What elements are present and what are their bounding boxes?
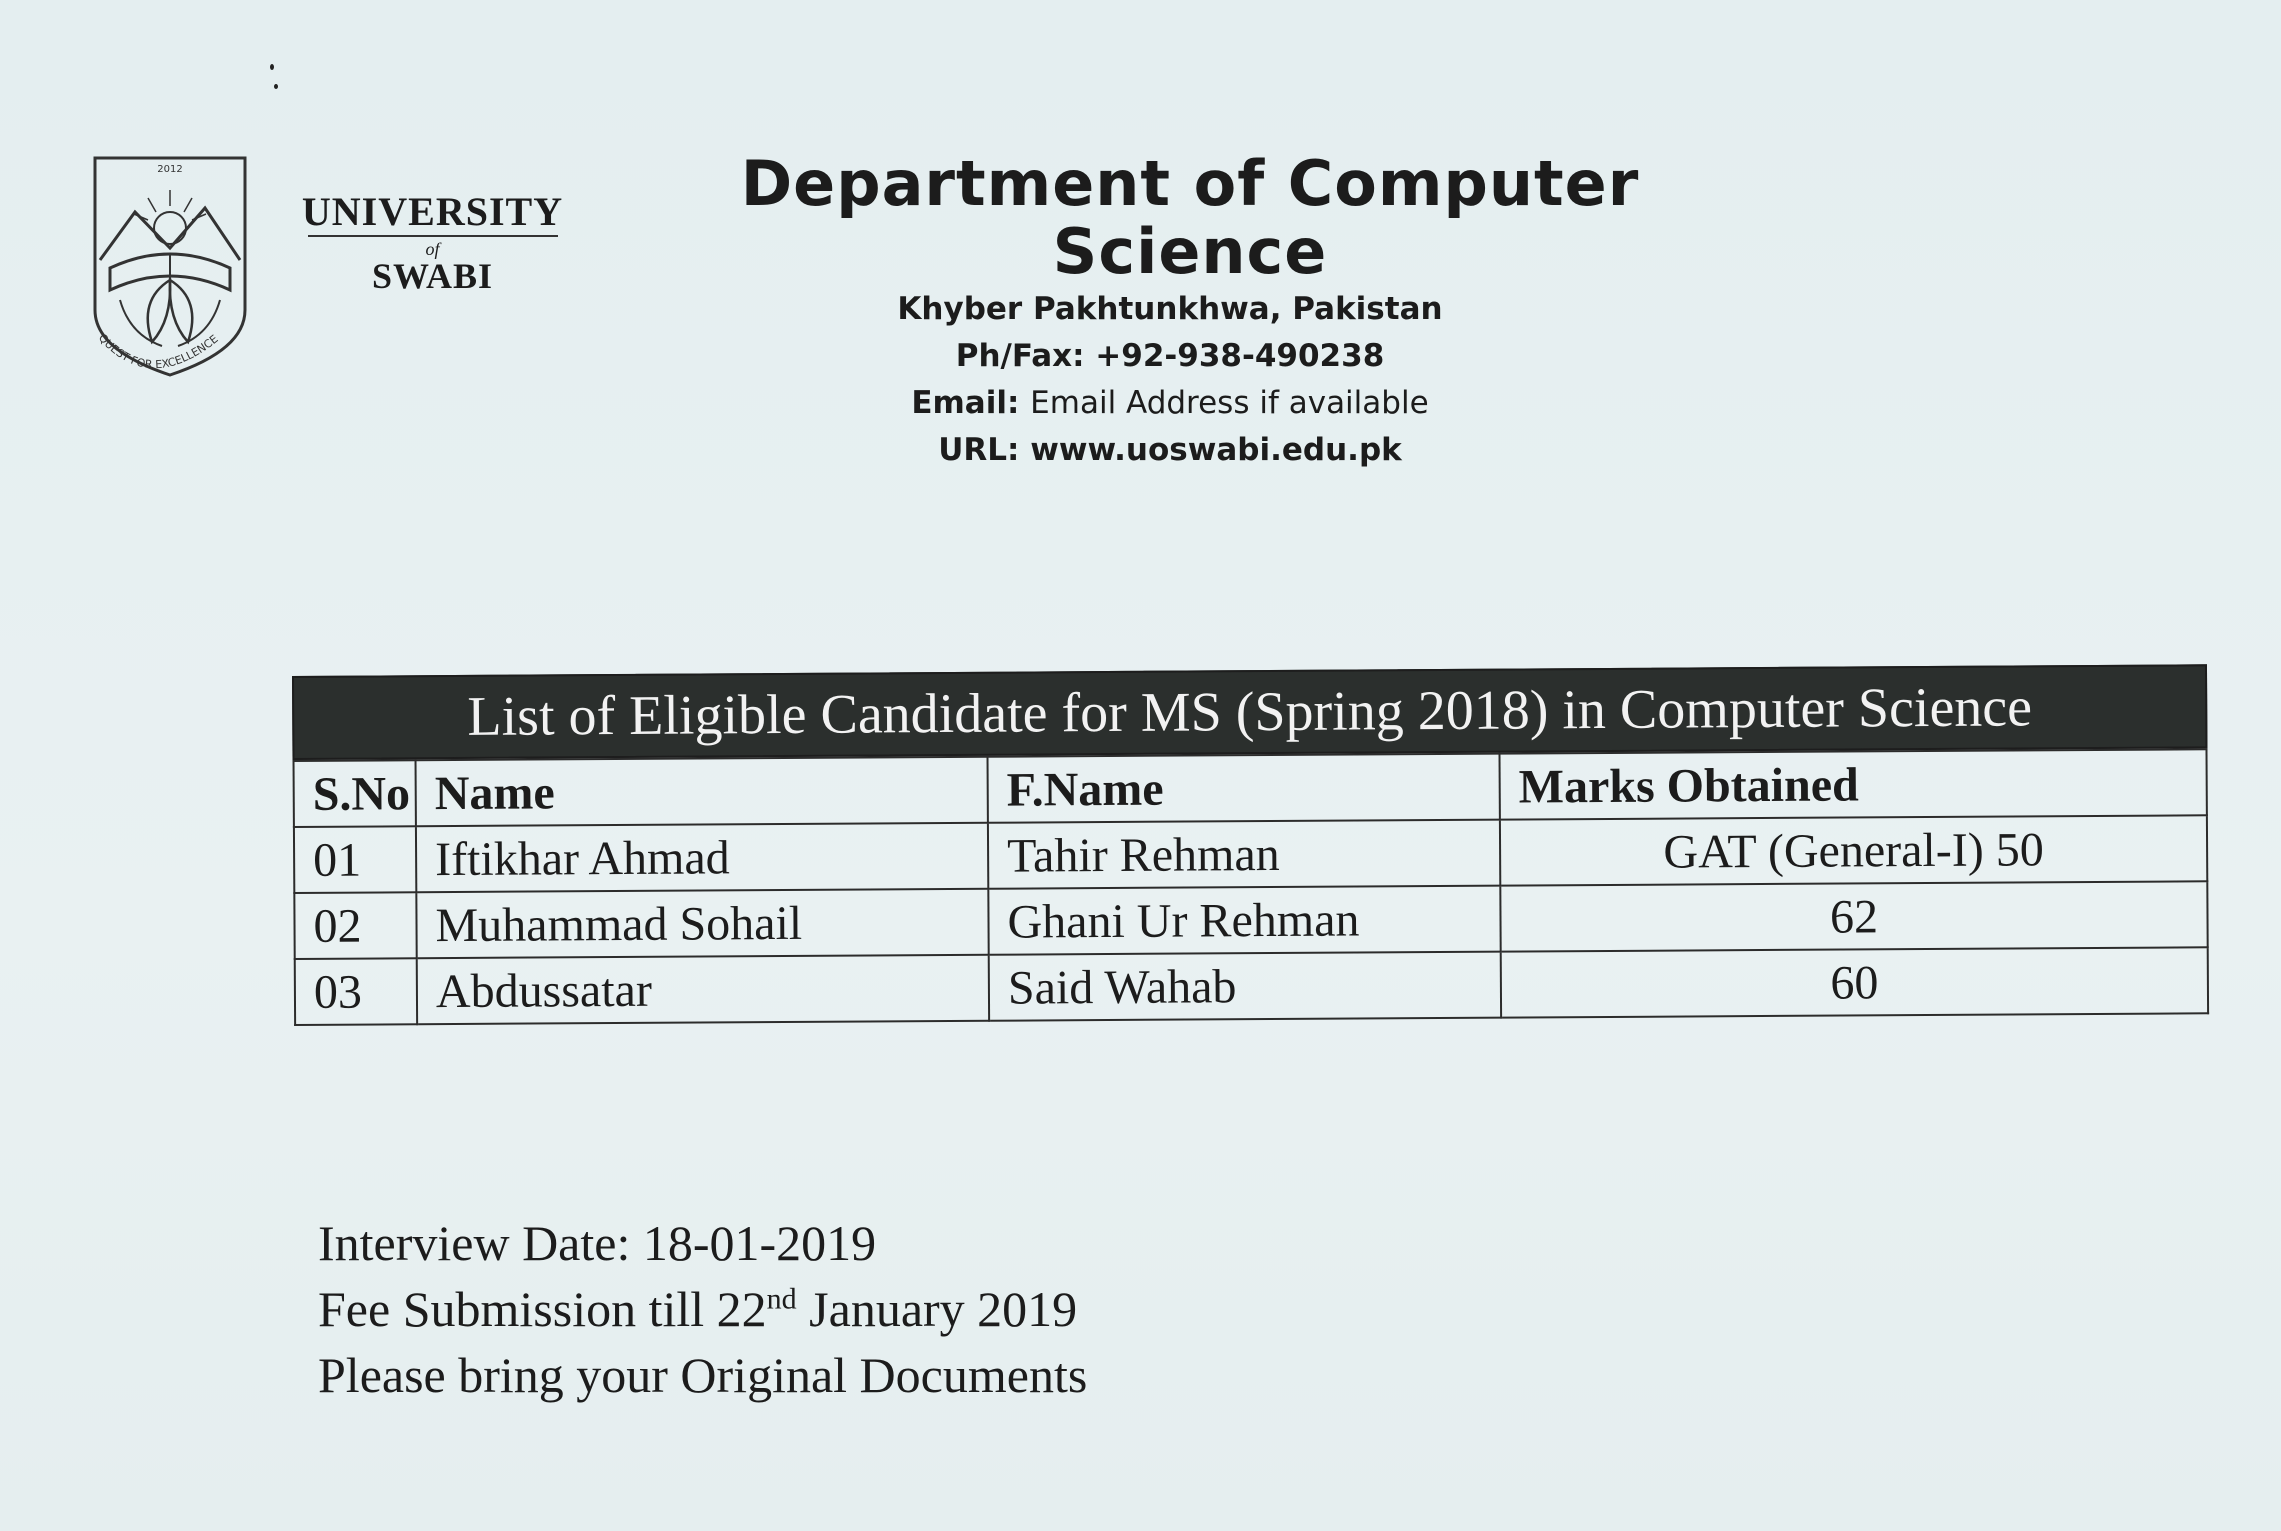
cell-name: Abdussatar xyxy=(417,955,989,1024)
letterhead xyxy=(560,147,1780,474)
fee-ordinal: nd xyxy=(766,1282,797,1316)
fee-month: January 2019 xyxy=(796,1281,1078,1337)
cell-fname: Said Wahab xyxy=(989,952,1501,1021)
fee-submission xyxy=(318,1276,1087,1342)
scan-speck xyxy=(270,64,274,70)
phone-fax: Ph/Fax: +92-938-490238 xyxy=(955,338,1385,375)
logo-university: UNIVERSITY xyxy=(301,189,564,234)
table-header-row xyxy=(294,749,2207,827)
candidates-table xyxy=(292,664,2209,1026)
university-crest-icon xyxy=(90,150,260,380)
table-row xyxy=(294,881,2207,959)
email-line xyxy=(560,380,1780,427)
cell-fname: Ghani Ur Rehman xyxy=(988,886,1500,955)
email-label: Email: xyxy=(911,385,1020,422)
column-header-name: Name xyxy=(416,757,988,826)
cell-fname: Tahir Rehman xyxy=(988,820,1500,889)
table-row xyxy=(295,947,2208,1025)
column-header-marks: Marks Obtained xyxy=(1499,749,2206,819)
column-header-sno: S.No xyxy=(294,760,416,827)
university-logo xyxy=(90,150,564,380)
cell-sno: 02 xyxy=(294,892,416,959)
cell-sno: 03 xyxy=(295,958,417,1025)
table-row xyxy=(294,815,2207,893)
location: Khyber Pakhtunkhwa, Pakistan xyxy=(897,291,1443,328)
cell-marks: GAT (General-I) 50 xyxy=(1500,815,2207,885)
fee-text: Fee Submission till 22 xyxy=(318,1281,767,1337)
cell-name: Iftikhar Ahmad xyxy=(416,823,988,892)
logo-rule xyxy=(308,235,558,237)
scan-speck xyxy=(274,84,278,89)
website-url: URL: www.uoswabi.edu.pk xyxy=(938,432,1402,469)
cell-name: Muhammad Sohail xyxy=(416,889,988,958)
cell-marks: 62 xyxy=(1500,881,2207,951)
department-title: Department of Computer Science xyxy=(740,147,1640,289)
email-value: Email Address if available xyxy=(1030,385,1429,422)
university-wordmark xyxy=(260,189,605,296)
logo-swabi: SWABI xyxy=(371,256,494,296)
notice-notes xyxy=(318,1210,1087,1408)
svg-text:QUEST FOR EXCELLENCE xyxy=(96,331,221,371)
interview-date: Interview Date: 18-01-2019 xyxy=(318,1215,877,1271)
cell-sno: 01 xyxy=(294,826,416,893)
cell-marks: 60 xyxy=(1501,947,2208,1017)
svg-text:2012: 2012 xyxy=(157,164,183,175)
logo-motto: QUEST FOR EXCELLENCE xyxy=(95,331,221,372)
logo-of: of xyxy=(425,239,440,259)
column-header-fname: F.Name xyxy=(988,754,1500,823)
documents-note: Please bring your Original Documents xyxy=(318,1347,1088,1403)
candidates-grid xyxy=(293,748,2210,1026)
table-title: List of Eligible Candidate for MS (Spring 2018) in Computer Science xyxy=(292,664,2207,760)
